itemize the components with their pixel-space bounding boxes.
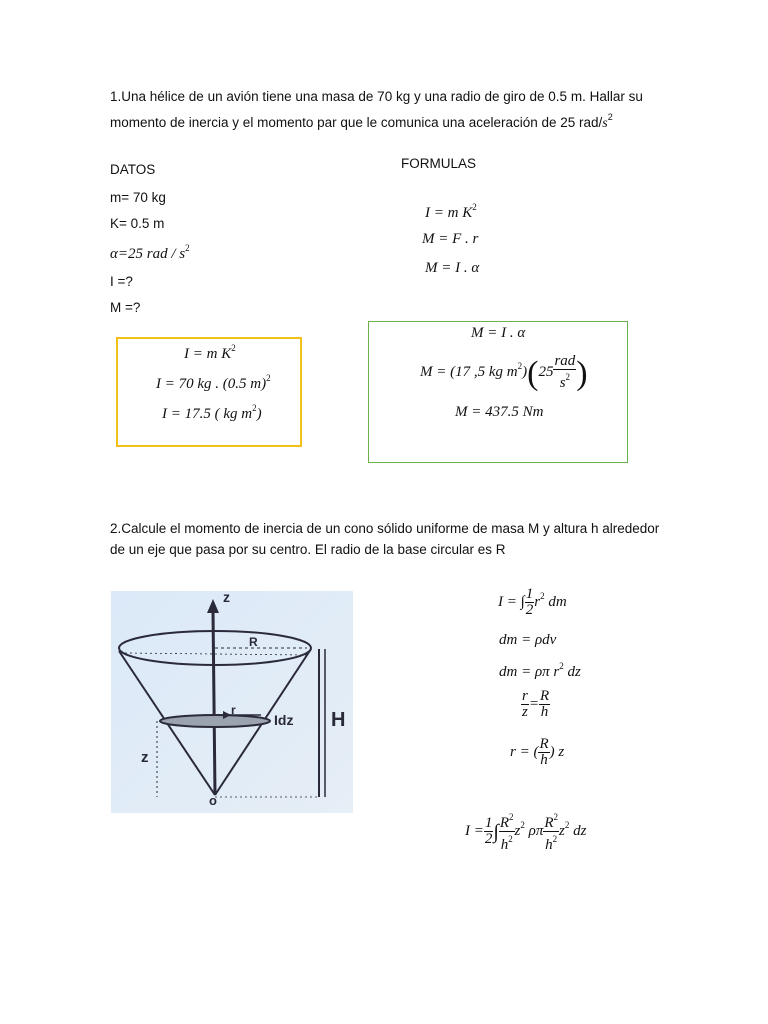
formulas-heading: FORMULAS — [401, 156, 477, 171]
paren-open: ( — [527, 354, 539, 392]
formula-torque-inertia: M = I . α — [425, 260, 480, 276]
datos-heading: DATOS — [110, 162, 156, 177]
eq-radius-height: r = ( $\frac{R}{h}$ ) z — [510, 736, 565, 768]
datos-moment-unknown: M =? — [110, 300, 141, 315]
label-radius-disc: r — [231, 703, 236, 717]
inertia-solution-box — [116, 337, 302, 447]
inertia-step-3: I = 17.5 ( kg $m^2$) — [162, 403, 262, 422]
problem-1-statement — [110, 86, 670, 134]
label-idz: Idz — [274, 712, 294, 728]
moment-solution-box — [368, 321, 628, 463]
problem-2-line-1: 2.Calcule el momento de inercia de un cono sólido uniforme de masa M y altura h alrededor — [110, 521, 660, 536]
axis-label-z: z — [223, 589, 230, 605]
label-height: H — [331, 709, 346, 731]
eq-inertia-final: I = $\frac{1}{2}$ ∫ $\frac{R^2}{h^2}$ $z^2$ ρπ $\frac{R^2}{h^2}$ $z^2$ dz — [465, 812, 587, 853]
formula-inertia: I = m $K^2$ — [425, 202, 477, 221]
problem-2-line-2: de un eje que pasa por su centro. El radio de la base circular es R — [110, 542, 506, 557]
datos-radius: K= 0.5 m — [110, 216, 165, 231]
problem-1-line-2: momento de inercia y el momento par que le comunica una aceleración de 25 rad/$s^2$ — [110, 112, 613, 131]
paren-close: ) — [576, 354, 588, 392]
eq-dm-volume: dm = ρπ $r^2$ dz — [499, 661, 581, 680]
moment-step-2: M = (17 ,5 kg $m^2)(25$ $\frac{\text{rad}}{s^2}$ ) — [420, 353, 588, 392]
cone-figure — [111, 591, 353, 813]
inertia-step-2: I = 70 kg . (0.5 m)$^2$ — [156, 373, 271, 392]
inertia-step-1: I = m $K^2$ — [184, 343, 236, 362]
cone-drawing — [111, 591, 353, 813]
formula-torque-force: M = F . r — [422, 231, 479, 247]
datos-alpha: α=25 rad / $s^2$ — [110, 243, 190, 262]
problem-1-line-1: 1.Una hélice de un avión tiene una masa de 70 kg y una radio de giro de 0.5 m. Hallar su — [110, 89, 643, 104]
unit-fraction: $\frac{\text{rad}}{s^2}$ — [554, 353, 576, 391]
moment-step-3: M = 437.5 Nm — [455, 404, 544, 420]
datos-mass: m= 70 kg — [110, 190, 166, 205]
datos-inertia-unknown: I =? — [110, 274, 133, 289]
label-z-side: z — [141, 749, 149, 766]
eq-dm-density: dm = ρdv — [499, 632, 557, 648]
label-radius-top: R — [249, 635, 258, 649]
label-origin: o — [209, 793, 217, 808]
problem-2-statement — [110, 518, 670, 560]
moment-step-1: M = I . α — [471, 325, 526, 341]
eq-similar-triangles: $\frac{r}{z}$ = $\frac{R}{h}$ — [522, 688, 550, 720]
eq-inertia-integral: I = ∫ $\frac{1}{2}$ $r^2$ dm — [498, 586, 567, 618]
